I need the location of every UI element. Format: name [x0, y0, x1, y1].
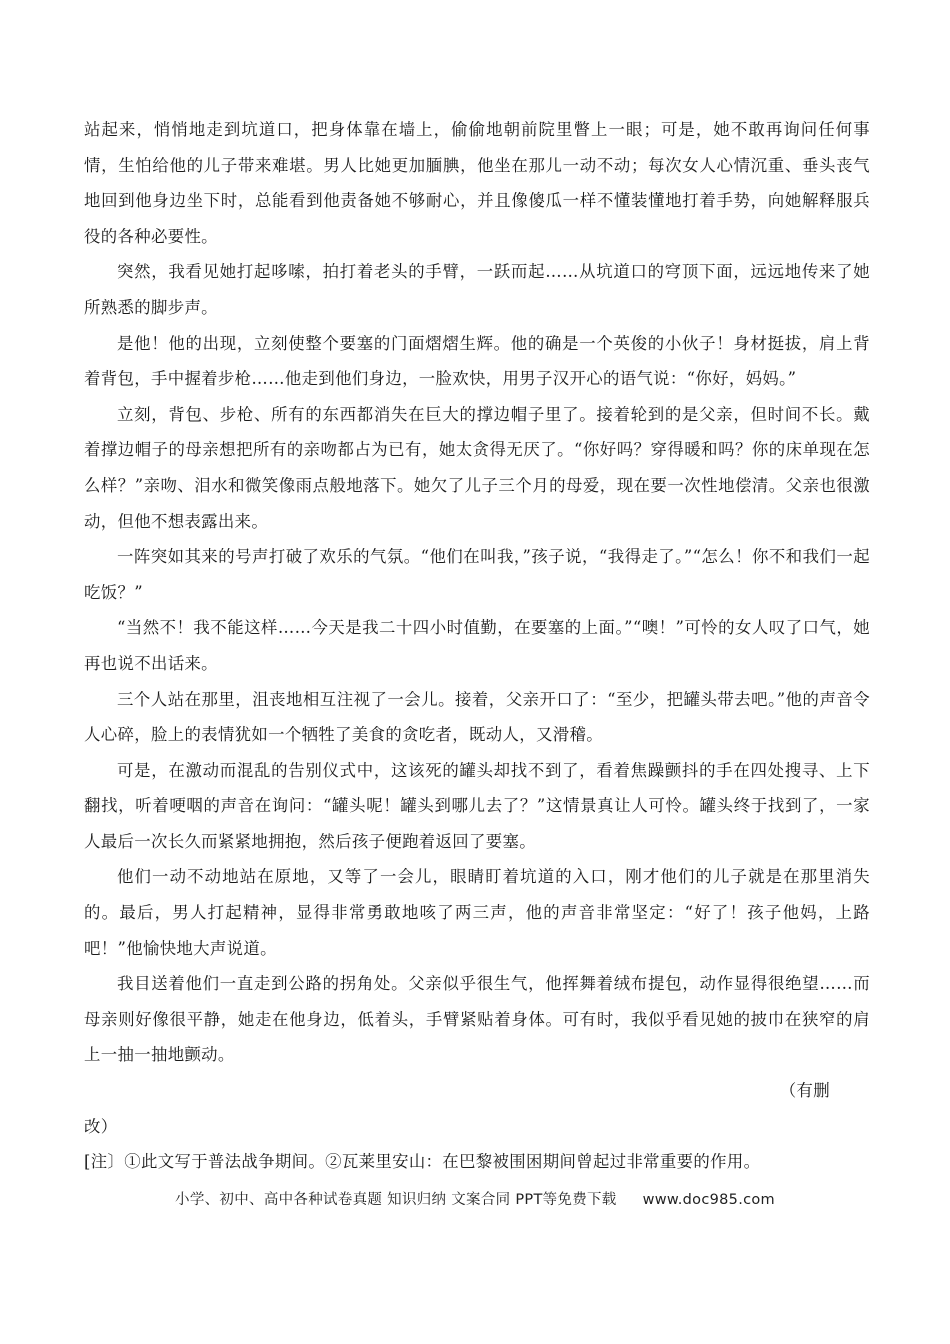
paragraph-9: 他们一动不动地站在原地，又等了一会儿，眼睛盯着坑道的入口，刚才他们的儿子就是在那里消失的。最后，男人打起精神，显得非常勇敢地咳了两三声，他的声音非常坚定：“好了！孩子他妈，上路吧！”他愉快地大声说道。	[84, 867, 870, 958]
footnote: [注〕①此文写于普法战争期间。②瓦莱里安山：在巴黎被围困期间曾起过非常重要的作用。	[84, 1152, 761, 1172]
paragraph-8: 可是，在激动而混乱的告别仪式中，这该死的罐头却找不到了，看着焦躁颤抖的手在四处搜寻、上下翻找，听着哽咽的声音在询问：“罐头呢！罐头到哪儿去了？”这情景真让人可怜。罐头终于找到了，一家人最后一次长久而紧紧地拥抱，然后孩子便跑着返回了要塞。	[84, 760, 870, 851]
paragraph-6: “当然不！我不能这样……今天是我二十四小时值勤，在要塞的上面。”“噢！”可怜的女人叹了口气，她再也说不出话来。	[84, 618, 870, 673]
source-note-open: （有删	[779, 1081, 830, 1101]
paragraph-4: 立刻，背包、步枪、所有的东西都消失在巨大的撑边帽子里了。接着轮到的是父亲，但时间不长。戴着撑边帽子的母亲想把所有的亲吻都占为已有，她太贪得无厌了。“你好吗？穿得暖和吗？你的床单现在怎么样？”亲吻、泪水和微笑像雨点般地落下。她欠了儿子三个月的母爱，现在要一次性地偿清。父亲也很激动，但他不想表露出来。	[84, 404, 870, 531]
source-note-close: 改）	[84, 1116, 118, 1136]
paragraph-3: 是他！他的出现，立刻使整个要塞的门面熠熠生辉。他的确是一个英俊的小伙子！身材挺拔，肩上背着背包，手中握着步枪……他走到他们身边，一脸欢快，用男子汉开心的语气说：“你好，妈妈。”	[84, 333, 870, 389]
article-body	[84, 112, 870, 1180]
paragraph-10: 我目送着他们一直走到公路的拐角处。父亲似乎很生气，他挥舞着绒布提包，动作显得很绝望……而母亲则好像很平静，她走在他身边，低着头，手臂紧贴着身体。可有时，我似乎看见她的披巾在狭窄的肩上一抽一抽地颤动。	[84, 974, 870, 1065]
paragraph-5: 一阵突如其来的号声打破了欢乐的气氛。“他们在叫我，”孩子说，“我得走了。”“怎么！你不和我们一起吃饭？”	[84, 547, 870, 602]
footer-url[interactable]: www.doc985.com	[642, 1192, 775, 1208]
page-footer	[0, 1188, 950, 1209]
footer-text: 小学、初中、高中各种试卷真题 知识归纳 文案合同 PPT等免费下载	[175, 1192, 617, 1208]
paragraph-1: 站起来，悄悄地走到坑道口，把身体靠在墙上，偷偷地朝前院里瞥上一眼；可是，她不敢再询问任何事情，生怕给他的儿子带来难堪。男人比她更加腼腆，他坐在那儿一动不动；每次女人心情沉重、垂头丧气地回到他身边坐下时，总能看到他责备她不够耐心，并且像傻瓜一样不懂装懂地打着手势，向她解释服兵役的各种必要性。	[84, 120, 870, 246]
paragraph-2: 突然，我看见她打起哆嗦，拍打着老头的手臂，一跃而起……从坑道口的穹顶下面，远远地传来了她所熟悉的脚步声。	[84, 262, 870, 317]
paragraph-7: 三个人站在那里，沮丧地相互注视了一会儿。接着，父亲开口了：“至少，把罐头带去吧。”他的声音令人心碎，脸上的表情犹如一个牺牲了美食的贪吃者，既动人，又滑稽。	[84, 689, 870, 745]
